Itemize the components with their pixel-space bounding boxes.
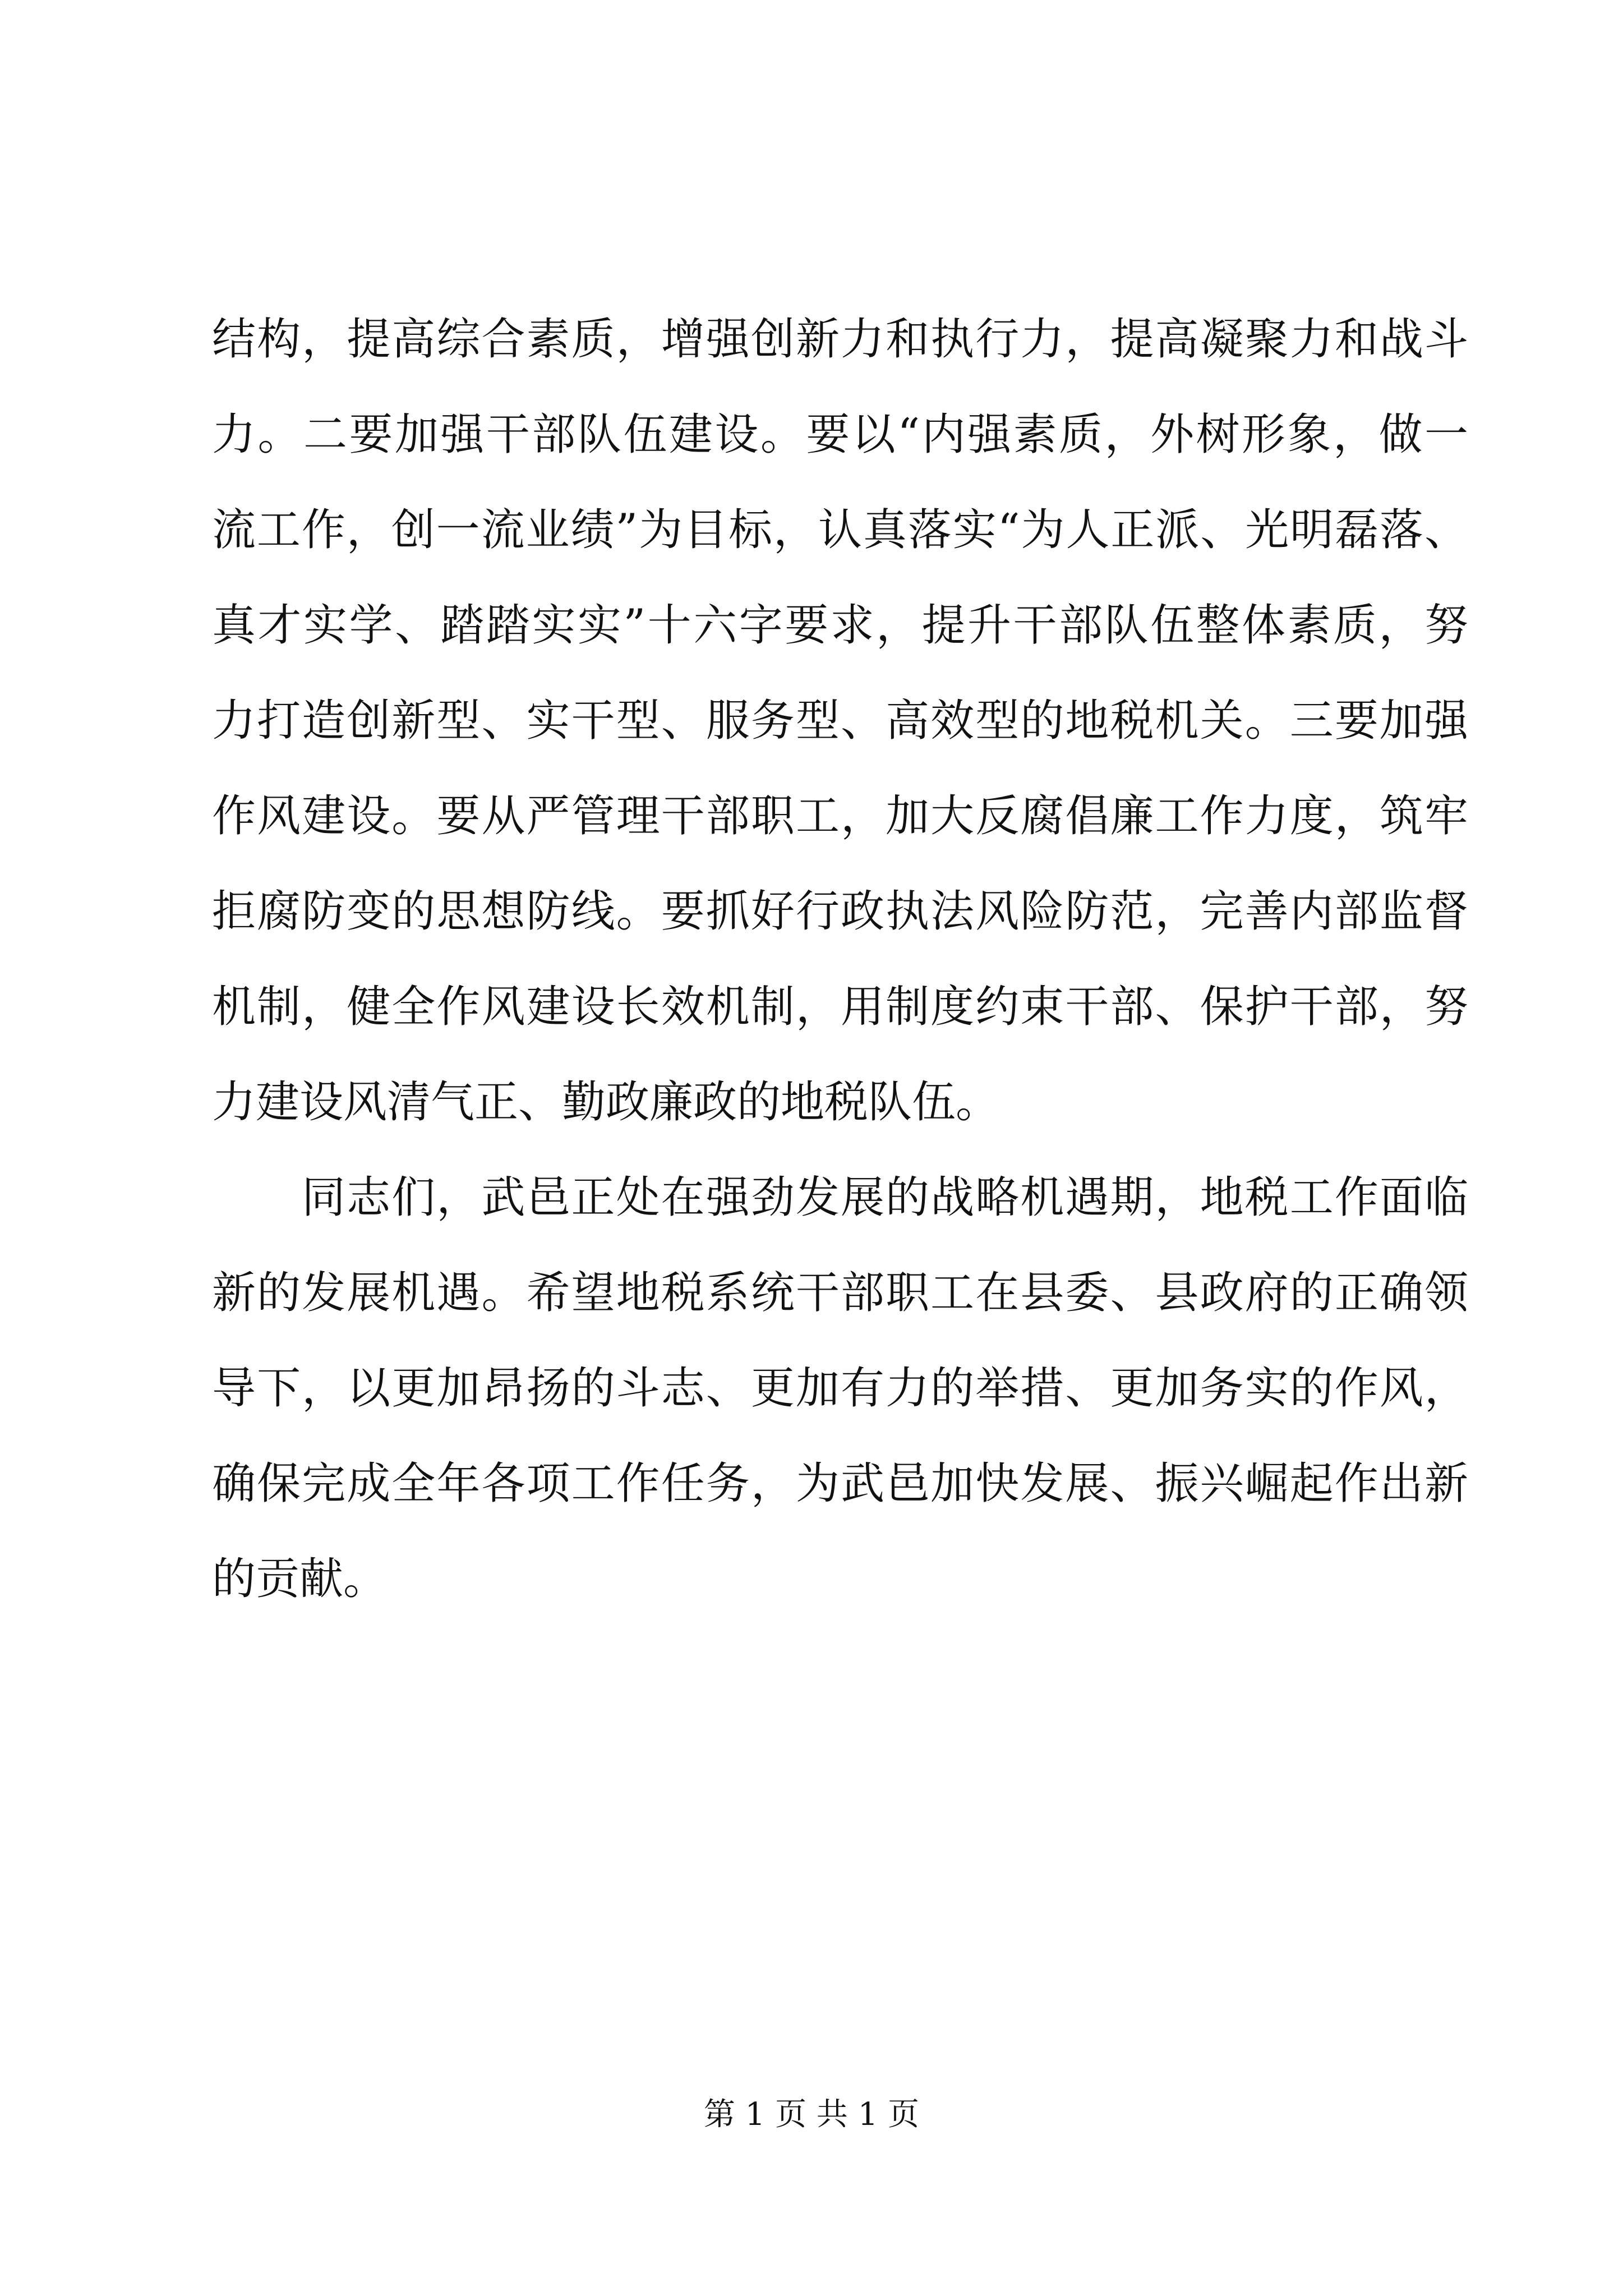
text-line: 确保完成全年各项工作任务，为武邑加快发展、振兴崛起作出新 bbox=[212, 1458, 1468, 1509]
text-line: 真才实学、踏踏实实”十六字要求，提升干部队伍整体素质，努 bbox=[212, 600, 1468, 651]
text-line: 力打造创新型、实干型、服务型、高效型的地税机关。三要加强 bbox=[212, 696, 1468, 746]
paragraph-2 bbox=[212, 1150, 1468, 1627]
text-line: 新的发展机遇。希望地税系统干部职工在县委、县政府的正确领 bbox=[212, 1268, 1468, 1318]
text-line: 流工作，创一流业绩”为目标，认真落实“为人正派、光明磊落、 bbox=[212, 505, 1468, 555]
text-line: 结构，提高综合素质，增强创新力和执行力，提高凝聚力和战斗 bbox=[212, 314, 1468, 365]
text-line: 力。二要加强干部队伍建设。要以“内强素质，外树形象，做一 bbox=[212, 409, 1468, 460]
text-line: 的贡献。 bbox=[212, 1554, 388, 1604]
text-line: 导下，以更加昂扬的斗志、更加有力的举措、更加务实的作风， bbox=[212, 1363, 1468, 1414]
text-line: 力建设风清气正、勤政廉政的地税队伍。 bbox=[212, 1077, 1000, 1128]
page-number: 第 1 页 共 1 页 bbox=[703, 2096, 920, 2133]
document-body bbox=[212, 292, 1468, 1627]
text-line: 拒腐防变的思想防线。要抓好行政执法风险防范，完善内部监督 bbox=[212, 886, 1468, 937]
text-line: 同志们，武邑正处在强劲发展的战略机遇期，地税工作面临 bbox=[302, 1172, 1468, 1223]
text-line: 机制，健全作风建设长效机制，用制度约束干部、保护干部，努 bbox=[212, 982, 1468, 1032]
text-line: 作风建设。要从严管理干部职工，加大反腐倡廉工作力度，筑牢 bbox=[212, 791, 1468, 841]
page-footer bbox=[0, 2092, 1623, 2137]
paragraph-1 bbox=[212, 292, 1468, 1150]
